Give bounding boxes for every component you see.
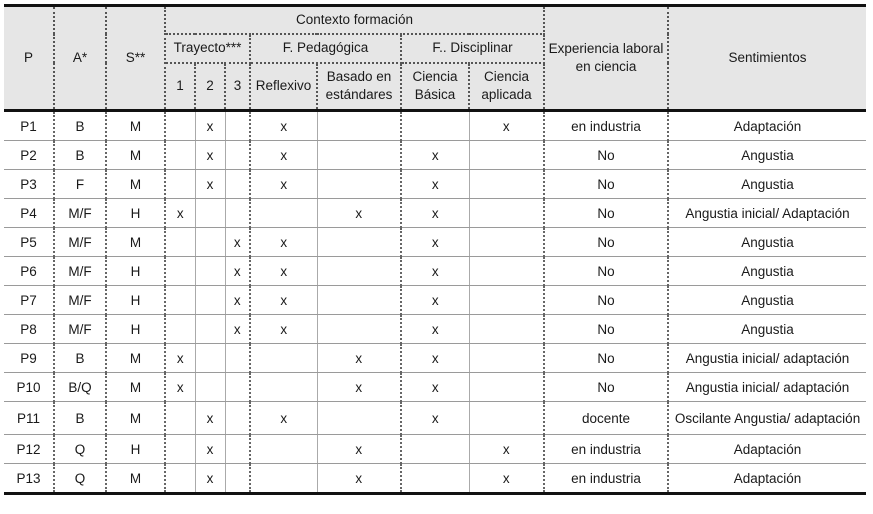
header-s: S** [106,6,165,111]
cell-sentimientos: Adaptación [668,464,866,494]
cell-reflexivo: x [250,141,317,170]
cell-ciencia-aplicada [469,344,544,373]
cell-trayecto-1 [165,257,195,286]
cell-ciencia-aplicada [469,228,544,257]
cell-participant: P7 [4,286,54,315]
cell-ciencia-basica: x [401,257,469,286]
table-row [4,373,866,402]
cell-experiencia: No [544,315,668,344]
table-wrapper [4,4,866,495]
cell-ciencia-aplicada: x [469,435,544,464]
cell-s: M [106,141,165,170]
cell-trayecto-1 [165,286,195,315]
cell-s: M [106,228,165,257]
cell-trayecto-3 [225,111,250,141]
cell-trayecto-2: x [195,141,225,170]
cell-experiencia: No [544,257,668,286]
cell-basado-estandares [317,402,401,435]
header-experiencia: Experiencia laboral en ciencia [544,6,668,111]
cell-experiencia: en industria [544,435,668,464]
table-row [4,257,866,286]
cell-trayecto-3 [225,199,250,228]
cell-sentimientos: Angustia [668,315,866,344]
cell-ciencia-basica: x [401,170,469,199]
cell-ciencia-aplicada: x [469,111,544,141]
cell-trayecto-3: x [225,228,250,257]
cell-a: B [54,344,106,373]
cell-trayecto-3 [225,373,250,402]
table-row [4,286,866,315]
cell-ciencia-basica: x [401,373,469,402]
table-row [4,344,866,373]
cell-trayecto-1: x [165,344,195,373]
header-contexto-formacion: Contexto formación [165,6,544,34]
cell-trayecto-3: x [225,286,250,315]
cell-participant: P8 [4,315,54,344]
cell-experiencia: No [544,286,668,315]
cell-ciencia-aplicada [469,141,544,170]
cell-s: M [106,373,165,402]
cell-trayecto-3: x [225,315,250,344]
cell-reflexivo [250,464,317,494]
cell-basado-estandares [317,111,401,141]
cell-a: Q [54,435,106,464]
cell-ciencia-aplicada: x [469,464,544,494]
table-row [4,402,866,435]
cell-a: M/F [54,286,106,315]
cell-trayecto-1 [165,111,195,141]
table-row [4,111,866,141]
cell-s: M [106,464,165,494]
cell-trayecto-3: x [225,257,250,286]
cell-ciencia-basica [401,435,469,464]
cell-experiencia: No [544,344,668,373]
cell-trayecto-2 [195,257,225,286]
cell-sentimientos: Angustia inicial/ adaptación [668,373,866,402]
cell-reflexivo [250,435,317,464]
cell-sentimientos: Angustia inicial/ adaptación [668,344,866,373]
cell-ciencia-aplicada [469,373,544,402]
cell-sentimientos: Angustia [668,257,866,286]
cell-s: M [106,111,165,141]
cell-sentimientos: Angustia [668,228,866,257]
cell-reflexivo: x [250,315,317,344]
cell-trayecto-2 [195,315,225,344]
cell-reflexivo: x [250,111,317,141]
cell-basado-estandares: x [317,373,401,402]
cell-experiencia: en industria [544,464,668,494]
cell-basado-estandares: x [317,199,401,228]
table-row [4,141,866,170]
table-row [4,170,866,199]
cell-participant: P5 [4,228,54,257]
cell-trayecto-2: x [195,170,225,199]
header-sentimientos: Sentimientos [668,6,866,111]
header-trayecto: Trayecto*** [165,34,250,63]
cell-experiencia: docente [544,402,668,435]
data-table [4,4,866,495]
cell-ciencia-aplicada [469,315,544,344]
cell-basado-estandares: x [317,464,401,494]
header-ciencia-aplicada: Ciencia aplicada [469,63,544,111]
table-header [4,6,866,111]
cell-reflexivo [250,344,317,373]
table-body [4,111,866,494]
cell-trayecto-3 [225,402,250,435]
cell-s: H [106,315,165,344]
cell-participant: P9 [4,344,54,373]
cell-experiencia: No [544,141,668,170]
cell-trayecto-3 [225,464,250,494]
cell-ciencia-aplicada [469,199,544,228]
table-row [4,199,866,228]
cell-a: M/F [54,315,106,344]
cell-trayecto-2 [195,286,225,315]
cell-ciencia-basica [401,464,469,494]
cell-trayecto-2: x [195,464,225,494]
cell-experiencia: en industria [544,111,668,141]
cell-trayecto-1 [165,435,195,464]
cell-ciencia-aplicada [469,402,544,435]
header-disciplinar: F.. Disciplinar [401,34,544,63]
cell-a: Q [54,464,106,494]
header-trayecto-2: 2 [195,63,225,111]
cell-ciencia-basica: x [401,315,469,344]
cell-a: B/Q [54,373,106,402]
cell-ciencia-basica: x [401,402,469,435]
cell-s: M [106,170,165,199]
cell-sentimientos: Angustia [668,170,866,199]
cell-participant: P4 [4,199,54,228]
cell-a: B [54,141,106,170]
cell-trayecto-2 [195,228,225,257]
cell-reflexivo [250,199,317,228]
cell-ciencia-basica: x [401,228,469,257]
cell-trayecto-1 [165,170,195,199]
table-row [4,315,866,344]
cell-a: B [54,402,106,435]
cell-ciencia-basica: x [401,141,469,170]
header-trayecto-3: 3 [225,63,250,111]
cell-ciencia-basica: x [401,199,469,228]
cell-reflexivo [250,373,317,402]
cell-basado-estandares [317,228,401,257]
cell-participant: P1 [4,111,54,141]
cell-ciencia-aplicada [469,170,544,199]
cell-sentimientos: Angustia [668,141,866,170]
cell-reflexivo: x [250,257,317,286]
header-basado-estandares: Basado en estándares [317,63,401,111]
cell-reflexivo: x [250,286,317,315]
cell-s: H [106,435,165,464]
cell-experiencia: No [544,373,668,402]
cell-s: H [106,286,165,315]
cell-trayecto-1: x [165,199,195,228]
cell-sentimientos: Oscilante Angustia/ adaptación [668,402,866,435]
cell-participant: P13 [4,464,54,494]
cell-participant: P2 [4,141,54,170]
table-row [4,228,866,257]
cell-sentimientos: Angustia [668,286,866,315]
cell-s: M [106,344,165,373]
cell-sentimientos: Adaptación [668,435,866,464]
cell-a: B [54,111,106,141]
cell-trayecto-2: x [195,402,225,435]
cell-ciencia-aplicada [469,286,544,315]
cell-trayecto-2: x [195,435,225,464]
cell-participant: P11 [4,402,54,435]
cell-experiencia: No [544,228,668,257]
cell-basado-estandares: x [317,344,401,373]
header-ciencia-basica: Ciencia Básica [401,63,469,111]
cell-trayecto-1 [165,315,195,344]
cell-trayecto-3 [225,170,250,199]
cell-basado-estandares [317,141,401,170]
cell-ciencia-basica [401,111,469,141]
cell-a: F [54,170,106,199]
cell-trayecto-2 [195,199,225,228]
cell-experiencia: No [544,199,668,228]
cell-trayecto-1: x [165,373,195,402]
cell-reflexivo: x [250,402,317,435]
cell-s: M [106,402,165,435]
cell-reflexivo: x [250,228,317,257]
cell-s: H [106,199,165,228]
cell-basado-estandares [317,257,401,286]
cell-a: M/F [54,228,106,257]
cell-trayecto-3 [225,141,250,170]
cell-basado-estandares [317,170,401,199]
cell-trayecto-1 [165,402,195,435]
cell-ciencia-basica: x [401,286,469,315]
cell-basado-estandares [317,286,401,315]
cell-participant: P6 [4,257,54,286]
cell-participant: P12 [4,435,54,464]
cell-trayecto-2 [195,344,225,373]
cell-trayecto-1 [165,464,195,494]
cell-s: H [106,257,165,286]
header-pedagogica: F. Pedagógica [250,34,401,63]
cell-a: M/F [54,199,106,228]
cell-sentimientos: Adaptación [668,111,866,141]
cell-experiencia: No [544,170,668,199]
cell-participant: P10 [4,373,54,402]
header-p: P [4,6,54,111]
cell-trayecto-1 [165,228,195,257]
cell-sentimientos: Angustia inicial/ Adaptación [668,199,866,228]
cell-basado-estandares [317,315,401,344]
cell-ciencia-aplicada [469,257,544,286]
cell-trayecto-3 [225,435,250,464]
cell-basado-estandares: x [317,435,401,464]
cell-trayecto-2 [195,373,225,402]
cell-ciencia-basica: x [401,344,469,373]
header-trayecto-1: 1 [165,63,195,111]
header-a: A* [54,6,106,111]
cell-reflexivo: x [250,170,317,199]
cell-trayecto-3 [225,344,250,373]
table-row [4,464,866,494]
header-reflexivo: Reflexivo [250,63,317,111]
cell-trayecto-1 [165,141,195,170]
cell-trayecto-2: x [195,111,225,141]
table-row [4,435,866,464]
cell-participant: P3 [4,170,54,199]
cell-a: M/F [54,257,106,286]
